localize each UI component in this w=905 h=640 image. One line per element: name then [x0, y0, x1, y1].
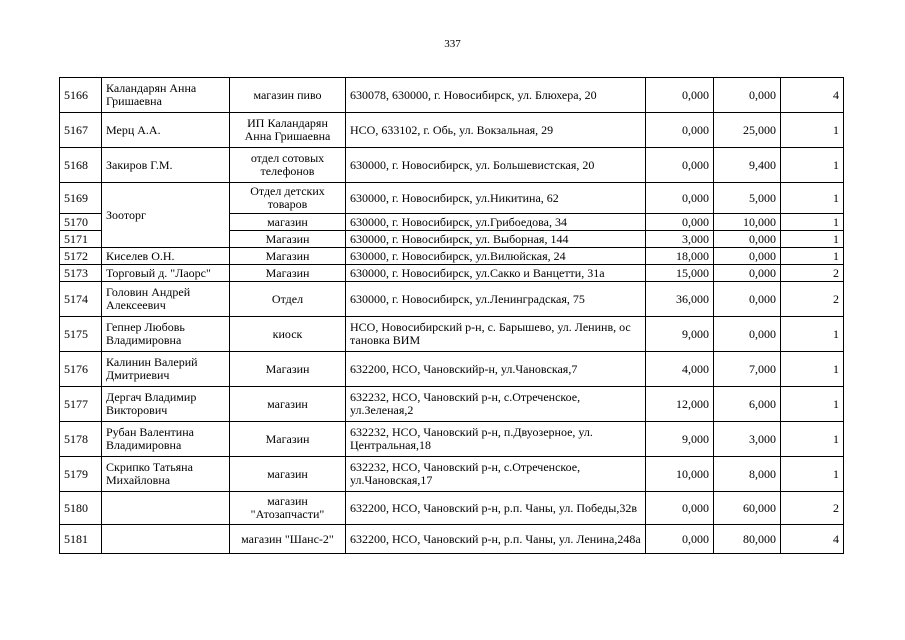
cell-value-3: 2: [781, 492, 844, 525]
cell-number: 5169: [60, 183, 102, 214]
cell-number: 5181: [60, 525, 102, 554]
cell-object-type: отдел сотовых телефонов: [230, 148, 346, 183]
cell-object-type: Магазин: [230, 265, 346, 282]
cell-owner: Рубан Валентина Владимировна: [102, 422, 230, 457]
cell-value-2: 60,000: [714, 492, 781, 525]
table-row: [60, 248, 844, 265]
cell-address: 630000, г. Новосибирск, ул.Грибоедова, 34: [346, 214, 646, 231]
cell-value-1: 0,000: [646, 214, 714, 231]
cell-owner: Мерц А.А.: [102, 113, 230, 148]
cell-number: 5173: [60, 265, 102, 282]
cell-object-type: Магазин: [230, 231, 346, 248]
cell-value-1: 3,000: [646, 231, 714, 248]
cell-value-2: 0,000: [714, 282, 781, 317]
cell-address: 630000, г. Новосибирск, ул.Ленинградская, 75: [346, 282, 646, 317]
cell-value-2: 6,000: [714, 387, 781, 422]
table-row: [60, 352, 844, 387]
cell-owner: [102, 525, 230, 554]
cell-owner: Каландарян Анна Гришаевна: [102, 78, 230, 113]
cell-owner: Гепнер Любовь Владимировна: [102, 317, 230, 352]
cell-object-type: Отдел детских товаров: [230, 183, 346, 214]
table-row: [60, 492, 844, 525]
cell-object-type: ИП Каландарян Анна Гришаевна: [230, 113, 346, 148]
cell-value-1: 0,000: [646, 525, 714, 554]
cell-address: 632200, НСО, Чановскийр-н, ул.Чановская,7: [346, 352, 646, 387]
cell-number: 5175: [60, 317, 102, 352]
cell-object-type: магазин: [230, 457, 346, 492]
table-row: [60, 78, 844, 113]
cell-value-2: 3,000: [714, 422, 781, 457]
cell-value-1: 0,000: [646, 113, 714, 148]
cell-value-3: 1: [781, 457, 844, 492]
cell-number: 5172: [60, 248, 102, 265]
cell-number: 5179: [60, 457, 102, 492]
cell-value-1: 12,000: [646, 387, 714, 422]
table-row: [60, 265, 844, 282]
cell-number: 5168: [60, 148, 102, 183]
cell-object-type: магазин: [230, 387, 346, 422]
cell-value-1: 0,000: [646, 492, 714, 525]
cell-owner: Скрипко Татьяна Михайловна: [102, 457, 230, 492]
cell-value-3: 2: [781, 265, 844, 282]
cell-number: 5166: [60, 78, 102, 113]
cell-object-type: киоск: [230, 317, 346, 352]
cell-owner: Калинин Валерий Дмитриевич: [102, 352, 230, 387]
cell-value-2: 7,000: [714, 352, 781, 387]
cell-number: 5174: [60, 282, 102, 317]
cell-address: 632232, НСО, Чановский р-н, п.Двуозерное, ул. Центральная,18: [346, 422, 646, 457]
cell-value-2: 0,000: [714, 78, 781, 113]
cell-number: 5170: [60, 214, 102, 231]
cell-value-1: 9,000: [646, 317, 714, 352]
cell-object-type: Магазин: [230, 248, 346, 265]
cell-value-1: 0,000: [646, 148, 714, 183]
cell-value-3: 2: [781, 282, 844, 317]
cell-number: 5176: [60, 352, 102, 387]
cell-object-type: Магазин: [230, 422, 346, 457]
cell-address: 630000, г. Новосибирск, ул.Сакко и Ванцетти, 31а: [346, 265, 646, 282]
cell-value-2: 10,000: [714, 214, 781, 231]
cell-owner: [102, 492, 230, 525]
cell-address: 630000, г. Новосибирск, ул. Выборная, 144: [346, 231, 646, 248]
cell-owner: Дергач Владимир Викторович: [102, 387, 230, 422]
cell-address: 632232, НСО, Чановский р-н, с.Отреченское, ул.Чановская,17: [346, 457, 646, 492]
cell-value-3: 1: [781, 422, 844, 457]
table-row: [60, 317, 844, 352]
cell-value-3: 4: [781, 78, 844, 113]
cell-owner: Торговый д. "Лаорс": [102, 265, 230, 282]
table-row: [60, 282, 844, 317]
cell-value-2: 5,000: [714, 183, 781, 214]
cell-address: 632232, НСО, Чановский р-н, с.Отреченское, ул.Зеленая,2: [346, 387, 646, 422]
cell-owner: Головин Андрей Алексеевич: [102, 282, 230, 317]
cell-value-3: 1: [781, 113, 844, 148]
cell-address: 632200, НСО, Чановский р-н, р.п. Чаны, ул. Ленина,248а: [346, 525, 646, 554]
table-row: [60, 148, 844, 183]
cell-number: 5180: [60, 492, 102, 525]
cell-value-2: 80,000: [714, 525, 781, 554]
cell-owner: Закиров Г.М.: [102, 148, 230, 183]
cell-address: 632200, НСО, Чановский р-н, р.п. Чаны, ул. Победы,32в: [346, 492, 646, 525]
cell-address: 630078, 630000, г. Новосибирск, ул. Блюхера, 20: [346, 78, 646, 113]
cell-object-type: Магазин: [230, 352, 346, 387]
cell-value-1: 36,000: [646, 282, 714, 317]
cell-value-1: 4,000: [646, 352, 714, 387]
cell-object-type: Отдел: [230, 282, 346, 317]
cell-value-2: 0,000: [714, 231, 781, 248]
cell-value-1: 10,000: [646, 457, 714, 492]
cell-value-2: 0,000: [714, 248, 781, 265]
cell-value-2: 9,400: [714, 148, 781, 183]
cell-value-3: 1: [781, 214, 844, 231]
table-row: [60, 183, 844, 214]
cell-number: 5177: [60, 387, 102, 422]
table-row: [60, 457, 844, 492]
cell-value-2: 8,000: [714, 457, 781, 492]
cell-object-type: магазин "Атозапчасти": [230, 492, 346, 525]
cell-address: 630000, г. Новосибирск, ул.Вилюйская, 24: [346, 248, 646, 265]
cell-value-1: 0,000: [646, 183, 714, 214]
cell-object-type: магазин: [230, 214, 346, 231]
table-row: [60, 113, 844, 148]
cell-owner: Киселев О.Н.: [102, 248, 230, 265]
table-row: [60, 422, 844, 457]
cell-object-type: магазин "Шанс-2": [230, 525, 346, 554]
cell-address: НСО, Новосибирский р-н, с. Барышево, ул. Ленинв, ос тановка ВИМ: [346, 317, 646, 352]
cell-owner: Зооторг: [102, 183, 230, 248]
cell-value-3: 1: [781, 387, 844, 422]
page-number: 337: [444, 38, 461, 50]
cell-number: 5171: [60, 231, 102, 248]
cell-value-3: 1: [781, 248, 844, 265]
cell-address: 630000, г. Новосибирск, ул. Большевистская, 20: [346, 148, 646, 183]
cell-value-2: 25,000: [714, 113, 781, 148]
cell-value-3: 4: [781, 525, 844, 554]
cell-number: 5178: [60, 422, 102, 457]
cell-value-3: 1: [781, 183, 844, 214]
cell-address: НСО, 633102, г. Обь, ул. Вокзальная, 29: [346, 113, 646, 148]
table-row: [60, 387, 844, 422]
cell-value-3: 1: [781, 317, 844, 352]
cell-value-2: 0,000: [714, 265, 781, 282]
cell-address: 630000, г. Новосибирск, ул.Никитина, 62: [346, 183, 646, 214]
cell-value-3: 1: [781, 148, 844, 183]
cell-value-3: 1: [781, 231, 844, 248]
cell-value-3: 1: [781, 352, 844, 387]
cell-value-2: 0,000: [714, 317, 781, 352]
cell-value-1: 9,000: [646, 422, 714, 457]
cell-number: 5167: [60, 113, 102, 148]
registry-table: [59, 77, 844, 554]
cell-value-1: 0,000: [646, 78, 714, 113]
cell-value-1: 18,000: [646, 248, 714, 265]
cell-object-type: магазин пиво: [230, 78, 346, 113]
table-row: [60, 525, 844, 554]
cell-value-1: 15,000: [646, 265, 714, 282]
